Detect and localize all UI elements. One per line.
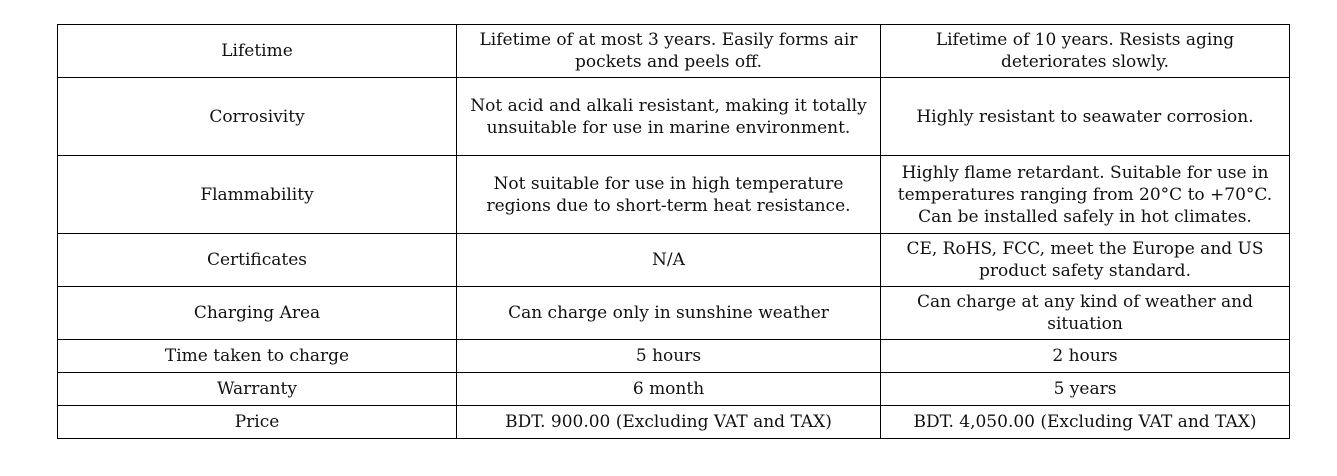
feature-cell: Warranty	[58, 373, 457, 406]
table-row-time-to-charge	[58, 340, 1290, 373]
table-row-certificates	[58, 234, 1290, 287]
feature-cell: Lifetime	[58, 25, 457, 78]
option-b-cell: Highly resistant to seawater corrosion.	[881, 78, 1290, 156]
option-b-cell: Lifetime of 10 years. Resists aging deteriorates slowly.	[881, 25, 1290, 78]
option-b-cell: Highly flame retardant. Suitable for use in temperatures ranging from 20°C to +70°C. Can be installed safely in hot climates.	[881, 156, 1290, 234]
table-row-charging-area	[58, 287, 1290, 340]
option-a-cell: Can charge only in sunshine weather	[457, 287, 881, 340]
feature-cell: Charging Area	[58, 287, 457, 340]
option-b-cell: CE, RoHS, FCC, meet the Europe and US product safety standard.	[881, 234, 1290, 287]
table-row-corrosivity	[58, 78, 1290, 156]
option-a-cell: Not suitable for use in high temperature regions due to short-term heat resistance.	[457, 156, 881, 234]
option-b-cell: BDT. 4,050.00 (Excluding VAT and TAX)	[881, 406, 1290, 439]
option-a-cell: 5 hours	[457, 340, 881, 373]
option-b-cell: 2 hours	[881, 340, 1290, 373]
feature-cell: Corrosivity	[58, 78, 457, 156]
table-row-price	[58, 406, 1290, 439]
table-row-flammability	[58, 156, 1290, 234]
option-a-cell: Not acid and alkali resistant, making it totally unsuitable for use in marine environment.	[457, 78, 881, 156]
option-a-cell: N/A	[457, 234, 881, 287]
comparison-table	[57, 24, 1290, 439]
feature-cell: Time taken to charge	[58, 340, 457, 373]
table-row-warranty	[58, 373, 1290, 406]
table-row-lifetime	[58, 25, 1290, 78]
feature-cell: Certificates	[58, 234, 457, 287]
option-a-cell: BDT. 900.00 (Excluding VAT and TAX)	[457, 406, 881, 439]
option-a-cell: Lifetime of at most 3 years. Easily forms air pockets and peels off.	[457, 25, 881, 78]
feature-cell: Flammability	[58, 156, 457, 234]
option-a-cell: 6 month	[457, 373, 881, 406]
option-b-cell: Can charge at any kind of weather and situation	[881, 287, 1290, 340]
option-b-cell: 5 years	[881, 373, 1290, 406]
feature-cell: Price	[58, 406, 457, 439]
